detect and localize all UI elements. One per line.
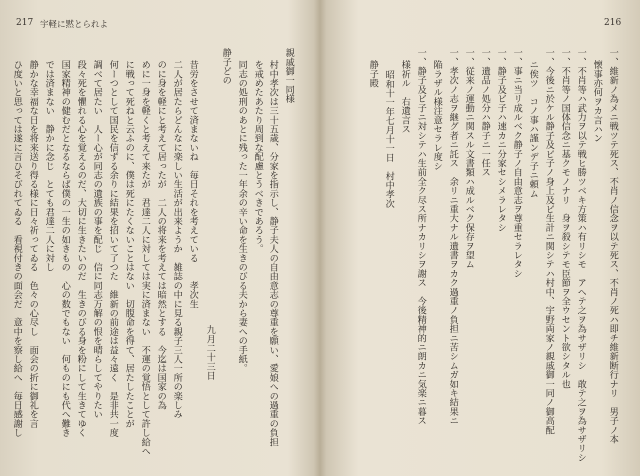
text-column: 同志の処刑のあとに残った一年余の辛い命を生きのびる夫から妻への手紙。: [236, 60, 248, 373]
text-column: 一、事ニ当リ成ルベク静子ノ自由意志ヲ尊重セラレタシ: [511, 48, 523, 278]
text-column: めに一身を軽くと考えて来たが 君達二人に対しては実に済まない 不運の覚悟として許し給へ: [139, 60, 151, 456]
text-column: に戦って死ねと云ふのに、僕は死にたくないことはない 切腹命を得て、居たしたことが: [123, 60, 135, 428]
text-column: 一、静子及ビ子ハ速カニ分家セシメラレタシ: [495, 48, 507, 232]
text-column: 国家精神の健むだとなるならば僕の一生の如きもの 心の数でもない 何ものにも代へ難き: [59, 60, 71, 438]
right-page: [322, 0, 640, 476]
text-column: 静かな幸福な日を将来送り得る様に日々祈ってゐる 色々の心尽し 面会の折に御礼を言: [27, 60, 39, 428]
text-column: 一、孝次ノ志ヲ継グ者ニ託ス 余リニ重大ナル遺書ヲカク過重ノ負担ニ苦シムガ如キ結果ニ: [447, 48, 459, 426]
text-column: 何ーつとして国民を信ずる余りに結果を招いて了つた 維新の前途は益々遠く 是非共一度: [107, 60, 119, 438]
text-column: のに身を軽にと考えて居ったが 二人の将来を考えては暗然とする 今迄は国家の為: [155, 60, 167, 410]
text-column: 調べて居たい 人ー心が同志の遺族の事を配じ 信に同志万解の恨を晴らしてやりたい: [91, 60, 103, 419]
text-column: を戒めたあたり周到な配慮とうべきであろう。: [252, 60, 264, 254]
text-column: 様祈ル 右遺言ス: [399, 60, 411, 134]
text-column: 一、静子及ビ子ニ対シテハ生前全ク尽ス所ナカリシヲ謝ス 今後精神的ニ朗カニ気楽ニ暮ス: [415, 48, 427, 426]
text-column: 九月二十三日: [204, 325, 216, 381]
left-page: [0, 0, 318, 476]
page-number-right: 216: [604, 18, 622, 28]
text-column: 一、遺品ノ処分ハ静子ニ一任ス: [479, 48, 491, 177]
text-column: 昭和十一年七月十一日 村中孝次: [383, 70, 395, 208]
text-column: ニ俟ツ コノ事ハ謹ンデ子ニ頼ム: [527, 60, 539, 198]
text-column: 段々死を懼れる心を覚えるのだ、大切に生きたいのだ 生きのびる身を粉にして生きてゆく: [75, 60, 87, 438]
text-column: 一、不肖等ノ国体信念ニ基クモノナリ 身ヲ殺シテモ臣節ヲ全ウセント欲シタル也: [559, 48, 571, 389]
running-head: 宇軽に黙とられよ: [40, 20, 109, 30]
text-column: では済まない 静かに念じ とても君達二人に対し: [43, 60, 55, 272]
text-column: 昔労をさせて済まないね 毎日それを考えている 孝次生: [187, 60, 199, 309]
text-column: 親戚御一同様: [283, 48, 295, 104]
text-column: ひ度いと思っては遂に言ひそびれてゐる 看視付きの面会だ 意中を察し給へ 毎日感謝し: [11, 60, 23, 438]
text-column: 静子どの: [220, 48, 232, 85]
page-number-left: 217: [16, 18, 34, 28]
text-column: 静子殿: [367, 60, 379, 88]
text-column: 一、維新ノ為メニ戦ツテ死ス、不肖ノ信念ヲ以テ死ス、不肖ノ死ハ即チ維新断行ナリ 男子ノ本: [607, 48, 619, 444]
text-column: 陥ラザル様注意セラレ度シ: [431, 60, 443, 171]
text-column: 一、従来ノ運動ニ関スル文書類ハ成ルベク保存ヲ望ム: [463, 48, 475, 269]
text-column: 一、不肖等ハ武力ヲ以テ戦ヒ勝ツベキ方策ハ有リシモ アヘテ之ヲ為サザリシ 敢テ之ヲ為サザリシ: [575, 48, 587, 462]
text-column: 懐事亦何ヲカ言ハン: [591, 60, 603, 143]
text-column: 二人が居たらどんなに楽しい生活が出来ようか 雑誌の中に見る親子三人一所の楽しみ: [171, 60, 183, 419]
text-column: 一、今後ニ於ケル静子及ビ子ノ身上及ビ生計ニ関シテハ村中、宇野両家ノ親戚御一同ノ御高配: [543, 48, 555, 435]
text-column: 村中孝次は三十五歳、分家を指示し、静子夫人の自由意志の尊重を願い、愛娘への過重の負担: [267, 60, 279, 447]
